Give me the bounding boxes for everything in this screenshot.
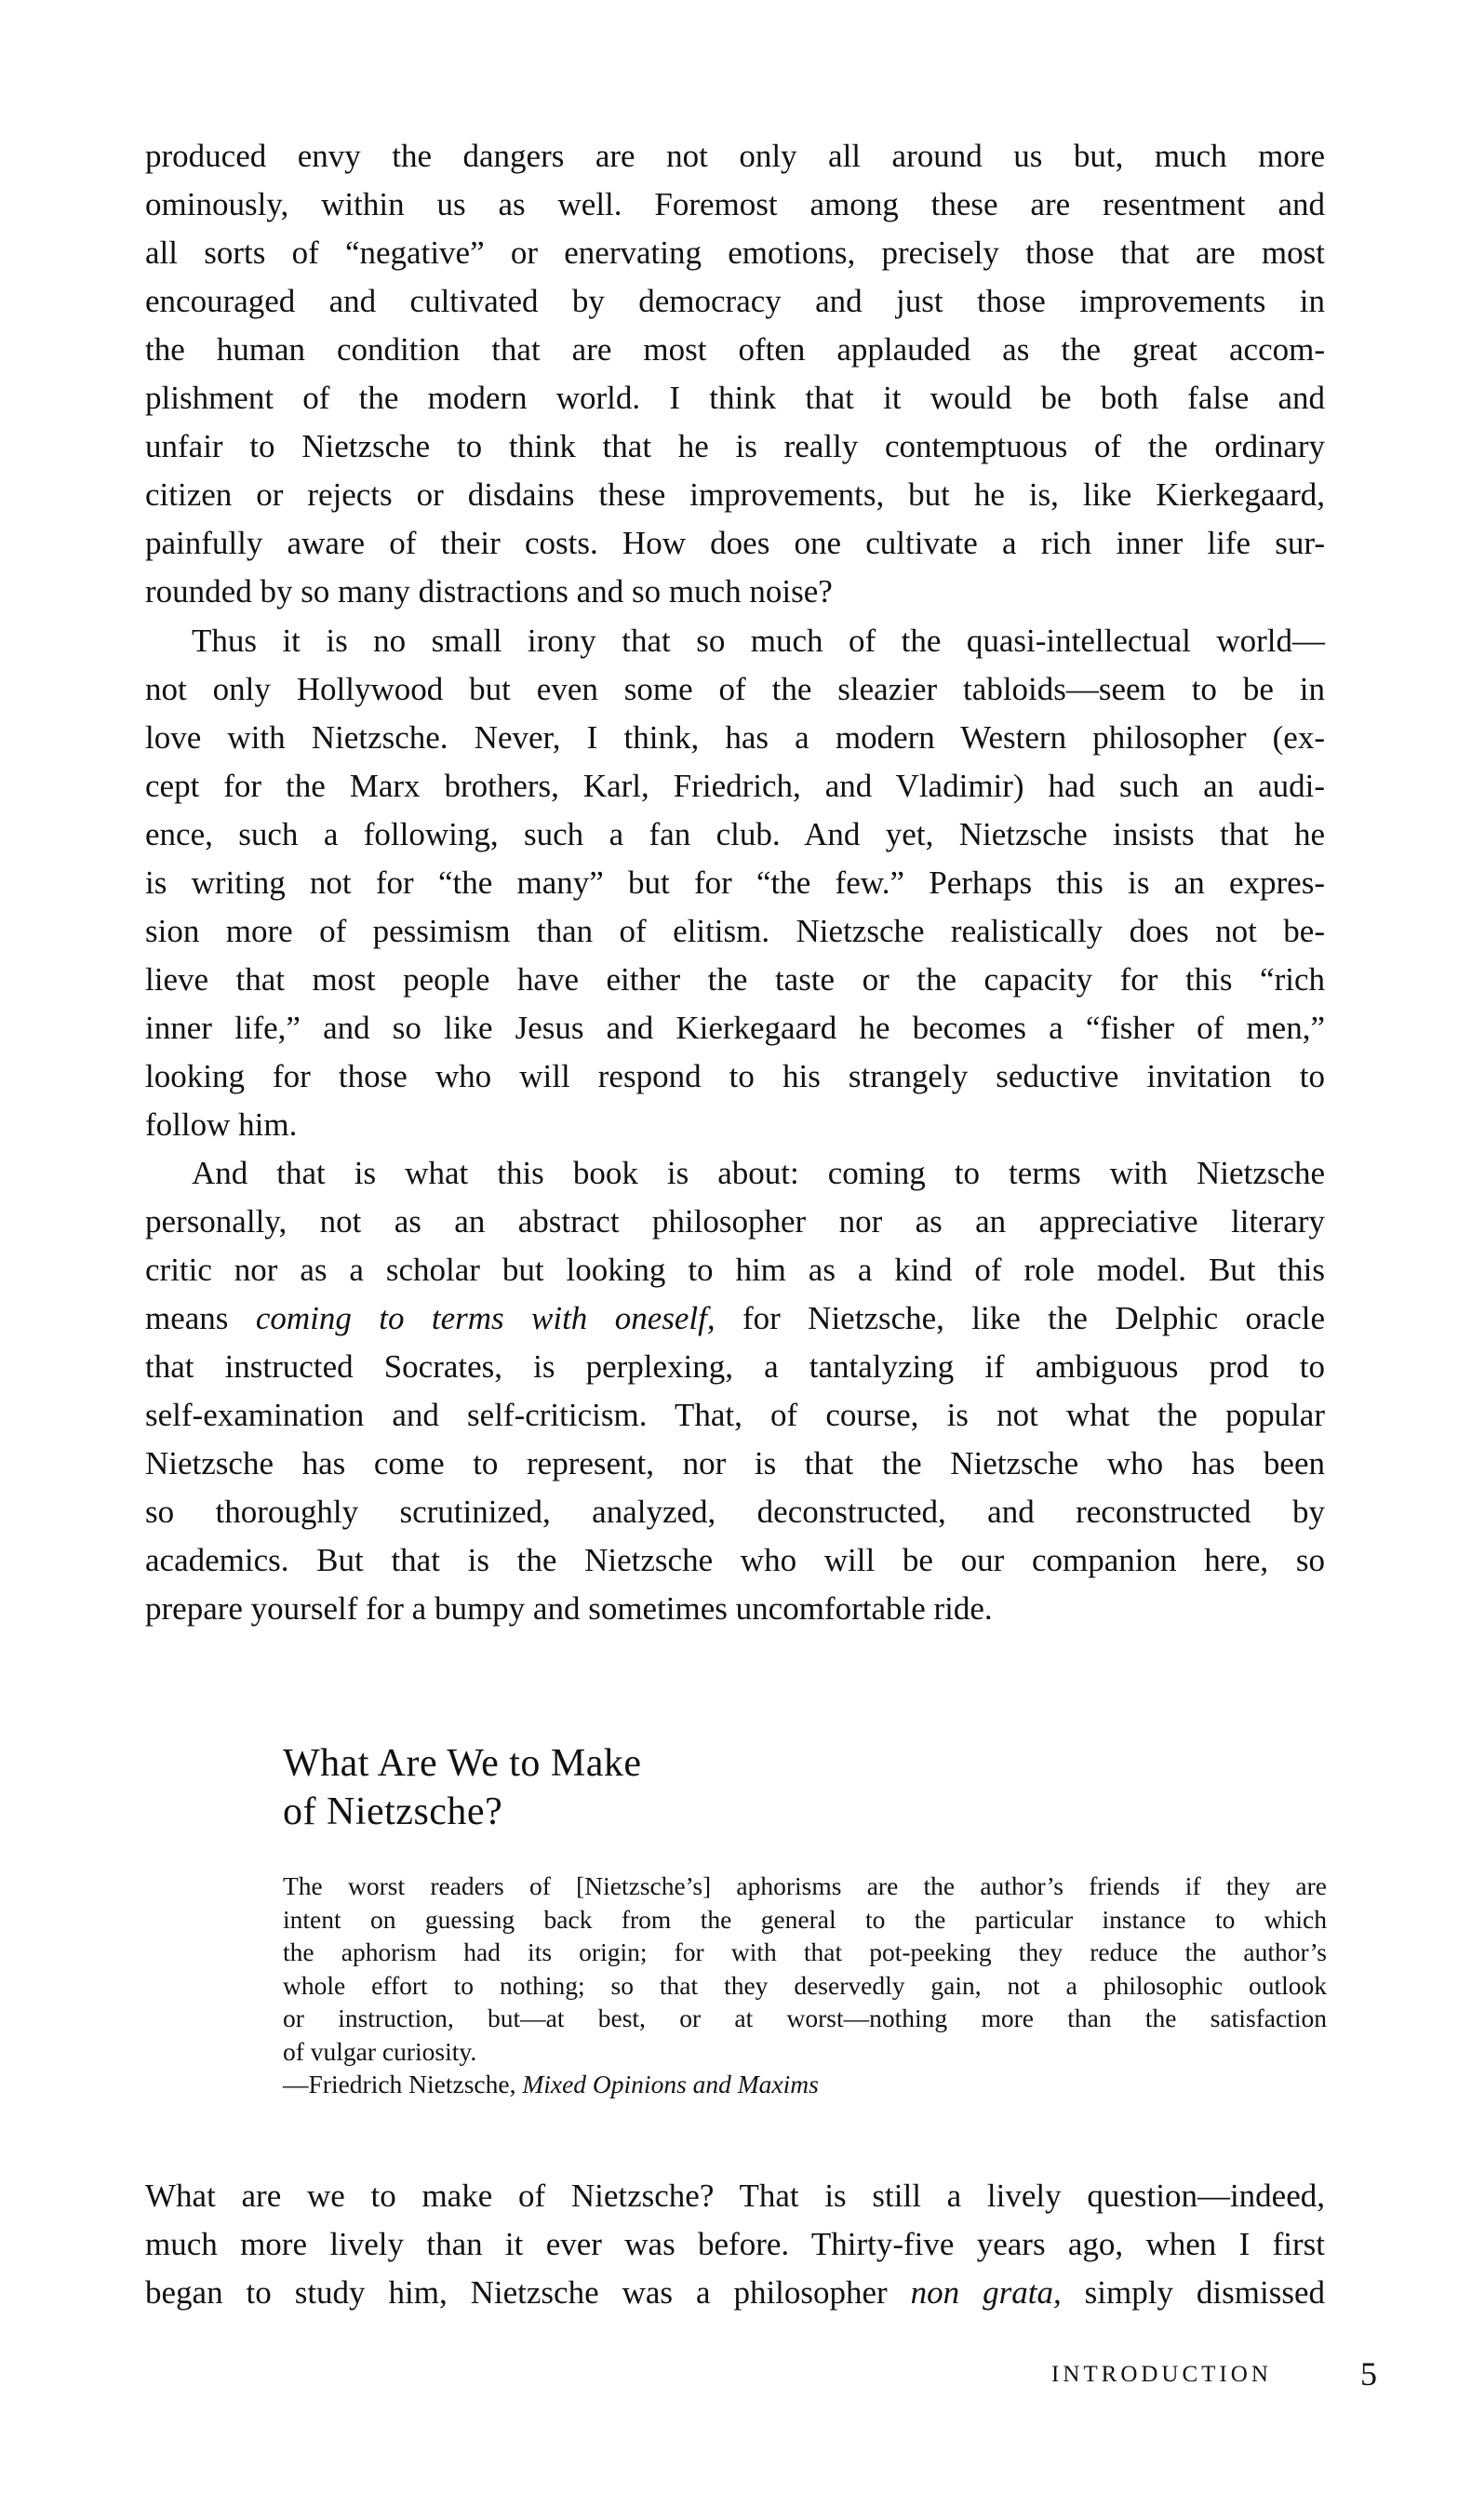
text-span: means [145, 1300, 256, 1336]
text-line: citizen or rejects or disdains these improvements, but he is, like Kierkegaard, [145, 476, 1325, 513]
running-head: INTRODUCTION [1051, 2362, 1272, 2387]
text-line: sion more of pessimism than of elitism. Nietzsche realistically does not be- [145, 913, 1325, 949]
text-line: ence, such a following, such a fan club. And yet, Nietzsche insists that he [145, 816, 1325, 852]
text-line: The worst readers of [Nietzsche’s] aphorisms are the author’s friends if they are [283, 1871, 1327, 1900]
page-number: 5 [1360, 2355, 1377, 2393]
text-line: critic nor as a scholar but looking to him as a kind of role model. But this [145, 1252, 1325, 1288]
text-line: of vulgar curiosity. [283, 2036, 477, 2066]
italic-text: non grata, [910, 2274, 1062, 2311]
paragraph-3 [145, 1149, 1325, 1633]
text-line: Nietzsche has come to represent, nor is that the Nietzsche who has been [145, 1445, 1325, 1481]
text-line: looking for those who will respond to his strangely seductive invitation to [145, 1058, 1325, 1094]
text-line: all sorts of “negative” or enervating emotions, precisely those that are most [145, 235, 1325, 271]
text-line [145, 2269, 1325, 2317]
text-line: or instruction, but—at best, or at worst—nothing more than the satisfaction [283, 2004, 1327, 2032]
text-line: whole effort to nothing; so that they deservedly gain, not a philosophic outlook [283, 1970, 1327, 2000]
text-line: much more lively than it ever was before. Thirty-five years ago, when I first [145, 2226, 1325, 2262]
final-paragraph [145, 2172, 1325, 2317]
text-line: produced envy the dangers are not only all around us but, much more [145, 138, 1325, 174]
text-line: painfully aware of their costs. How does one cultivate a rich inner life sur- [145, 525, 1325, 561]
epigraph [283, 1870, 1327, 2101]
text-line: so thoroughly scrutinized, analyzed, deconstructed, and reconstructed by [145, 1494, 1325, 1530]
text-line: personally, not as an abstract philosopher nor as an appreciative literary [145, 1203, 1325, 1240]
attribution-author: —Friedrich Nietzsche, [283, 2070, 523, 2098]
text-line: What are we to make of Nietzsche? That is still a lively question—indeed, [145, 2178, 1325, 2214]
text-line: the human condition that are most often applauded as the great accom- [145, 331, 1325, 368]
text-line: self-examination and self-criticism. That, of course, is not what the popular [145, 1397, 1325, 1433]
text-line: unfair to Nietzsche to think that he is really contemptuous of the ordinary [145, 428, 1325, 464]
text-line: the aphorism had its origin; for with that pot-peeking they reduce the author’s [283, 1937, 1327, 1966]
text-line: plishment of the modern world. I think that it would be both false and [145, 380, 1325, 416]
text-line: ominously, within us as well. Foremost among these are resentment and [145, 186, 1325, 222]
text-line: Thus it is no small irony that so much of the quasi-intellectual world— [192, 623, 1325, 659]
text-line: prepare yourself for a bumpy and sometimes uncomfortable ride. [145, 1590, 993, 1627]
text-line: intent on guessing back from the general to the particular instance to which [283, 1904, 1327, 1934]
attribution-source: Mixed Opinions and Maxims [522, 2070, 819, 2098]
text-line [145, 1294, 1325, 1343]
text-line: that instructed Socrates, is perplexing, a tantalyzing if ambiguous prod to [145, 1348, 1325, 1385]
text-span: for Nietzsche, like the Delphic oracle [715, 1300, 1325, 1336]
paragraph-2 [145, 617, 1325, 1149]
italic-text: coming to terms with oneself, [255, 1300, 716, 1336]
text-span: began to study him, Nietzsche was a philosopher [145, 2274, 911, 2311]
text-line: follow him. [145, 1106, 298, 1143]
text-line: not only Hollywood but even some of the sleazier tabloids—seem to be in [145, 671, 1325, 707]
section-heading-line: of Nietzsche? [283, 1790, 503, 1833]
text-line: inner life,” and so like Jesus and Kierkegaard he becomes a “fisher of men,” [145, 1010, 1325, 1046]
text-line: is writing not for “the many” but for “the few.” Perhaps this is an expres- [145, 865, 1325, 901]
text-span: simply dismissed [1061, 2274, 1325, 2311]
text-line: lieve that most people have either the taste or the capacity for this “rich [145, 961, 1325, 998]
text-line: encouraged and cultivated by democracy and just those improvements in [145, 283, 1325, 319]
text-line: cept for the Marx brothers, Karl, Friedrich, and Vladimir) had such an audi- [145, 768, 1325, 804]
paragraph-1 [145, 132, 1325, 616]
text-line: academics. But that is the Nietzsche who will be our companion here, so [145, 1542, 1325, 1578]
section-heading-line: What Are We to Make [283, 1742, 642, 1785]
epigraph-attribution [283, 2068, 1327, 2101]
text-line: love with Nietzsche. Never, I think, has a modern Western philosopher (ex- [145, 719, 1325, 756]
text-line: rounded by so many distractions and so much noise? [145, 573, 833, 610]
section-heading [283, 1739, 642, 1836]
text-line: And that is what this book is about: coming to terms with Nietzsche [192, 1155, 1325, 1191]
